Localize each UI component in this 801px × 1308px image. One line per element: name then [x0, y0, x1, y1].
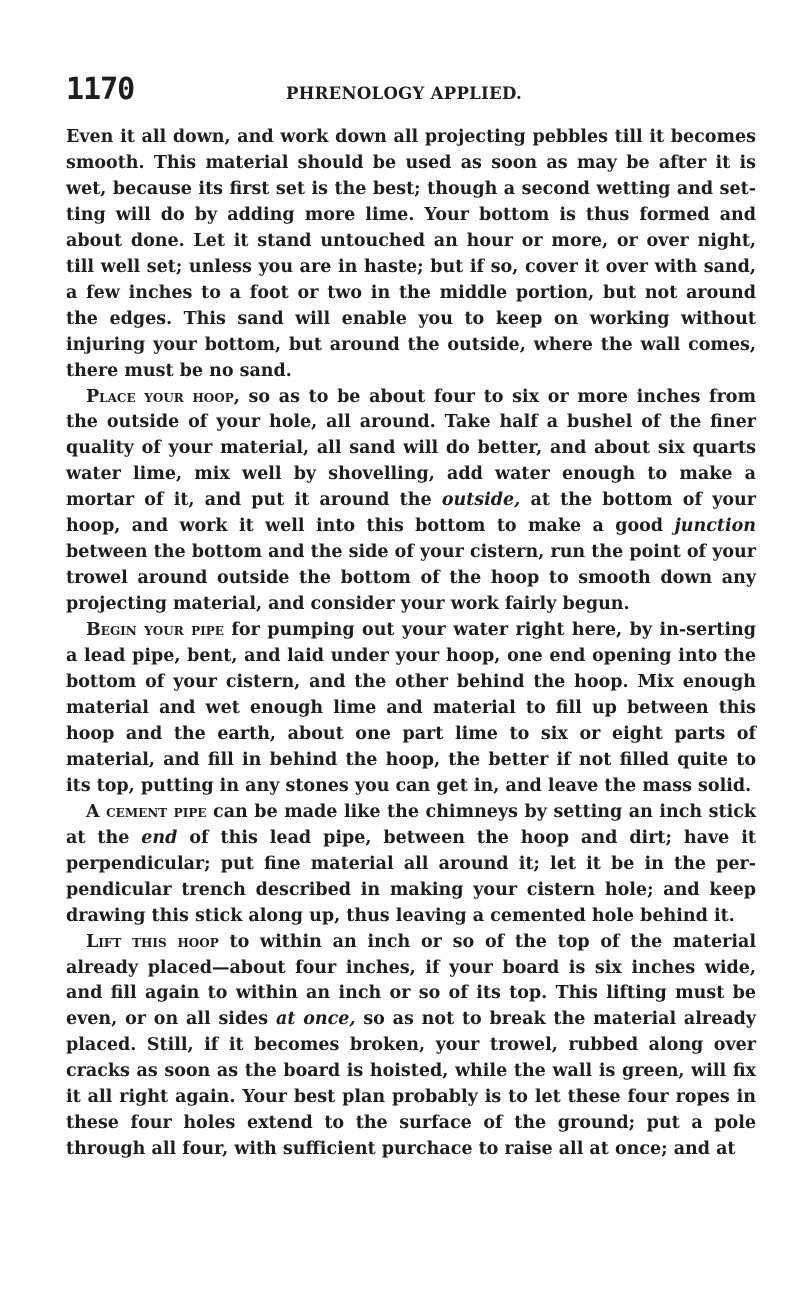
body-text [66, 125, 756, 1163]
section-lead-in: Lift this hoop [86, 931, 219, 952]
paragraph [66, 800, 756, 930]
section-lead-in: Begin your pipe [86, 620, 224, 641]
text-run: for pumping out your water right here, by in-serting a lead pipe, bent, and laid under your hoop, one end opening into the bottom of your cistern, and the other behind the hoop. Mix enough material and wet enough lime and material to fill up between this hoop and the earth, about one part lime to six or eight parts of material, and fill in behind the hoop, the better if not filled quite to its top, putting in any stones you can get in, and leave the mass solid. [66, 620, 756, 796]
text-run: Even it all down, and work down all projecting pebbles till it becomes smooth. This material should be used as soon as may be after it is wet, because its first set is the best; though a second wetting and set-ting will do by adding more lime. Your bottom is thus formed and about done. Let it stand untouched an hour or more, or over night, till well set; unless you are in haste; but if so, cover it over with sand, a few inches to a foot or two in the middle portion, but not around the edges. This sand will enable you to keep on working without injuring your bottom, but around the outside, where the wall comes, there must be no sand. [66, 127, 756, 381]
emphasis: junction [674, 516, 756, 537]
section-lead-in: Place your hoop, [86, 386, 240, 407]
paragraph [66, 125, 756, 385]
text-run: can be made like the chimneys by setting an inch stick at the [66, 801, 756, 848]
text-run: so as not to break the material already placed. Still, if it becomes broken, your trowel, rubbed along over cracks as soon as the board is hoisted, while the wall is green, will fix it all right again. Your best plan probably is to let these four ropes in these four holes extend to the surface of the ground; put a pole through all four, with sufficient purchace to raise all at once; and at [66, 1009, 757, 1160]
emphasis: at once, [275, 1009, 356, 1030]
section-lead-in: A cement pipe [86, 801, 207, 822]
page-number: 1170 [66, 72, 135, 107]
text-run: between the bottom and the side of your cistern, run the point of your trowel around outside the bottom of the hoop to smooth down any projecting material, and consider your work fairly begun. [66, 542, 756, 615]
paragraph [66, 385, 756, 619]
text-run: of this lead pipe, between the hoop and dirt; have it perpendicular; put fine material all around it; let it be in the per-pendicular trench described in making your cistern hole; and keep drawing this stick along up, thus leaving a cemented hole behind it. [66, 827, 756, 926]
running-title: PHRENOLOGY APPLIED. [286, 84, 523, 103]
text-run: to within an inch or so of the top of the material already placed—about four inches, if your board is six inches wide, and fill again to within an inch or so of its top. This lifting must be even, or on all sides [66, 931, 756, 1030]
paragraph [66, 930, 756, 1164]
emphasis: outside, [441, 490, 521, 511]
paragraph [66, 618, 756, 800]
emphasis: end [141, 827, 178, 848]
text-run: so as to be about four to six or more inches from the outside of your hole, all around. Take half a bushel of the finer quality of your material, all sand will do better, and about six quarts water lime, mix well by shovelling, add water enough to make a mortar of it, and put it around the [66, 386, 756, 511]
text-run: at the bottom of your hoop, and work it well into this bottom to make a good [66, 490, 757, 537]
